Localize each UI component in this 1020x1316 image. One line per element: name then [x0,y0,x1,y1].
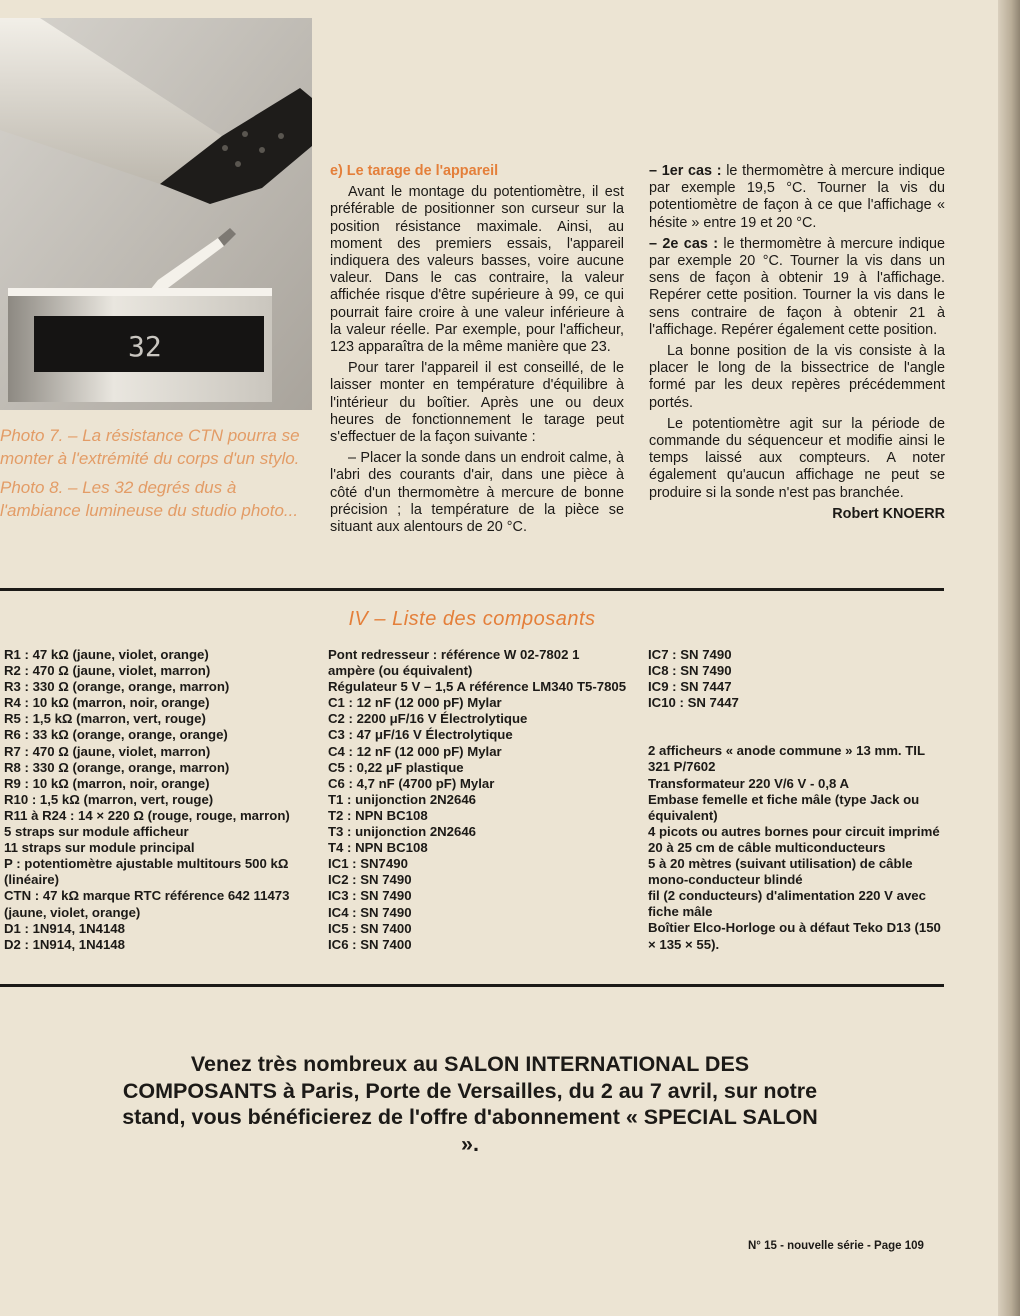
part-item: R5 : 1,5 kΩ (marron, vert, rouge) [4,711,206,727]
photo-illustration [0,18,312,410]
case-2-text: le thermomètre à mercure indique par exemple 20 °C. Tourner la vis dans un sens de façon à obtenir 19 à l'affichage. Repérer cette position. Tourner la vis dans le sens contraire de façon à obtenir 21 à l'affichage. Repérer également cette position. [649,235,945,338]
case-1-label: – 1er cas : [649,163,722,179]
display-readout: 32 [128,330,162,363]
spacer [648,711,944,727]
part-item: 5 à 20 mètres (suivant utilisation) de câble mono-conducteur blindé [648,856,913,888]
part-item: 4 picots ou autres bornes pour circuit imprimé [648,823,940,839]
part-item: R11 à R24 : 14 × 220 Ω (rouge, rouge, marron) [4,807,290,823]
part-item: IC7 : SN 7490 [648,647,732,662]
part-item: Pont redresseur : référence W 02-7802 1 ampère (ou équivalent) [328,647,580,679]
page-edge [998,0,1020,1316]
part-item: D2 : 1N914, 1N4148 [4,936,125,952]
article-column-right [649,163,945,527]
section-heading: e) Le tarage de l'appareil [330,163,499,179]
part-item: R7 : 470 Ω (jaune, violet, marron) [4,743,211,759]
part-item: R8 : 330 Ω (orange, orange, marron) [4,759,230,775]
part-item: IC3 : SN 7490 [328,888,412,904]
page-footer: N° 15 - nouvelle série - Page 109 [748,1240,924,1252]
part-item: 20 à 25 cm de câble multiconducteurs [648,839,886,855]
part-item: IC2 : SN 7490 [328,872,412,888]
part-item: C6 : 4,7 nF (4700 pF) Mylar [328,775,495,791]
parts-list-title: IV – Liste des composants [348,608,596,630]
caption-photo-7: Photo 7. – La résistance CTN pourra se monter à l'extrémité du corps d'un stylo. [0,426,300,468]
divider-rule [0,588,944,591]
case-2-label: – 2e cas : [649,235,719,252]
paragraph: Avant le montage du potentiomètre, il est préférable de positionner son curseur sur la position résistance maximale. Ainsi, au moment des premiers essais, l'appareil indiquera des valeurs basses, voire aucune valeur. Dans le cas contraire, la valeur affichée risque d'être supérieure à 99, ce qui pourrait faire croire à une valeur inférieure à la valeur réelle. Par exemple, pour l'afficheur, 123 apparaîtra de la même manière que 23. [330,184,624,356]
part-item: IC4 : SN 7490 [328,904,412,920]
part-item: R6 : 33 kΩ (orange, orange, orange) [4,727,228,743]
photo [0,18,312,410]
part-item: R2 : 470 Ω (jaune, violet, marron) [4,663,211,679]
article-column-middle [330,163,624,540]
part-item: P : potentiomètre ajustable multitours 500 kΩ (linéaire) [4,856,289,888]
part-item: C1 : 12 nF (12 000 pF) Mylar [328,695,502,711]
paragraph: Le potentiomètre agit sur la période de commande du séquenceur et modifie ainsi le temps laissé aux compteurs. A noter également qu'aucun affichage ne peut se produire si la sonde n'est pas branchée. [649,415,945,501]
part-item: CTN : 47 kΩ marque RTC référence 642 11473 (jaune, violet, orange) [4,888,290,920]
part-item: T2 : NPN BC108 [328,807,428,823]
case-1-paragraph [649,163,945,232]
part-item: 5 straps sur module afficheur [4,824,189,840]
part-item: Embase femelle et fiche mâle (type Jack ou équivalent) [648,791,920,823]
part-item: C3 : 47 μF/16 V Électrolytique [328,727,513,743]
part-item: IC9 : SN 7447 [648,679,732,695]
part-item: R10 : 1,5 kΩ (marron, vert, rouge) [4,791,214,807]
part-item: 2 afficheurs « anode commune » 13 mm. TIL 321 P/7602 [648,743,925,775]
spacer [648,727,944,743]
part-item: IC8 : SN 7490 [648,663,732,679]
part-item: R9 : 10 kΩ (marron, noir, orange) [4,775,210,791]
photo-captions [0,424,318,528]
part-item: R3 : 330 Ω (orange, orange, marron) [4,679,230,695]
case-1-text: le thermomètre à mercure indique par exemple 19,5 °C. Tourner la vis du potentiomètre de façon à ce que l'affichage « hésite » entre 19 et 20 °C. [649,163,945,231]
part-item: IC1 : SN7490 [328,856,408,872]
parts-column-1 [4,647,304,953]
part-item: T4 : NPN BC108 [328,840,428,856]
part-item: T3 : unijonction 2N2646 [328,824,477,840]
part-item: C5 : 0,22 μF plastique [328,759,464,775]
case-2-paragraph [649,236,945,339]
part-item: T1 : unijonction 2N2646 [328,791,477,807]
caption-photo-8: Photo 8. – Les 32 degrés dus à l'ambiance lumineuse du studio photo... [0,478,299,520]
salon-announcement: Venez très nombreux au SALON INTERNATIONAL DES COMPOSANTS à Paris, Porte de Versailles, du 2 au 7 avril, sur notre stand, vous bénéficierez de l'offre d'abonnement « SPECIAL SALON ». [122,1052,818,1156]
part-item: R4 : 10 kΩ (marron, noir, orange) [4,695,210,711]
paragraph: Pour tarer l'appareil il est conseillé, de le laisser monter en température d'équilibre à l'intérieur du boîtier. Après une ou deux heures de fonctionnement le tarage peut s'effectuer de la façon suivante : [330,360,624,446]
part-item: Transformateur 220 V/6 V - 0,8 A [648,775,850,791]
part-item: IC6 : SN 7400 [328,936,412,952]
part-item: R1 : 47 kΩ (jaune, violet, orange) [4,647,209,662]
part-item: C4 : 12 nF (12 000 pF) Mylar [328,743,502,759]
part-item: D1 : 1N914, 1N4148 [4,920,125,936]
paragraph: – Placer la sonde dans un endroit calme, à l'abri des courants d'air, dans une pièce à côté d'un thermomètre à mercure de bonne précision ; la température de la pièce se situant aux alentours de 20 °C. [330,450,624,536]
part-item: fil (2 conducteurs) d'alimentation 220 V avec fiche mâle [648,888,926,920]
author-signature: Robert KNOERR [832,505,945,522]
parts-column-3 [648,647,944,953]
part-item: Boîtier Elco-Horloge ou à défaut Teko D13 (150 × 135 × 55). [648,920,941,952]
divider-rule [0,984,944,987]
part-item: Régulateur 5 V – 1,5 A référence LM340 T5-7805 [328,679,627,695]
parts-column-2 [328,647,628,953]
part-item: C2 : 2200 μF/16 V Électrolytique [328,711,528,727]
part-item: 11 straps sur module principal [4,840,195,856]
part-item: IC5 : SN 7400 [328,920,412,936]
part-item: IC10 : SN 7447 [648,695,739,711]
paragraph: La bonne position de la vis consiste à la placer le long de la bissectrice de l'angle formé par les deux repères précédemment portés. [649,343,945,411]
